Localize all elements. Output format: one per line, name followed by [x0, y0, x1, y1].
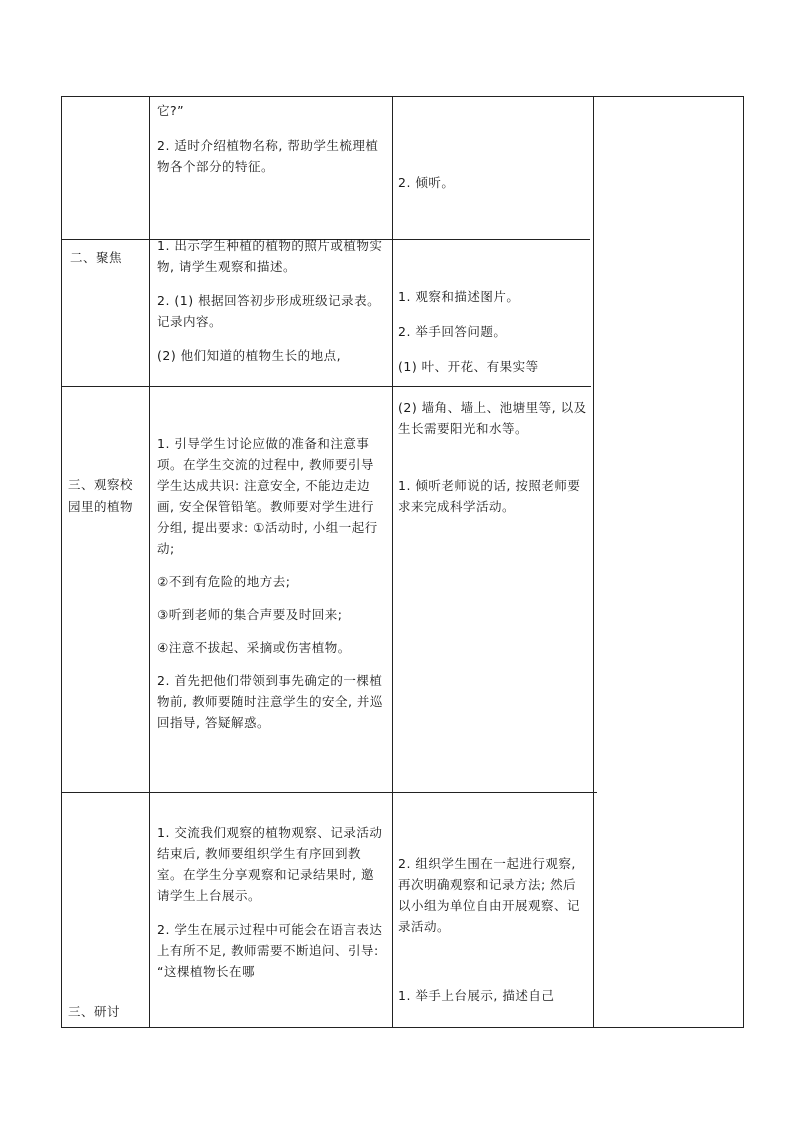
teacher-cell-row1 [157, 100, 386, 190]
table-top-border [61, 96, 744, 97]
table-bottom-border [61, 1027, 744, 1028]
teacher-paragraph: 1. 出示学生种植的植物的照片或植物实物, 请学生观察和描述。 [157, 238, 383, 274]
student-cell-row1 [398, 172, 588, 206]
student-paragraph: 2. 举手回答问题。 [398, 324, 507, 339]
teacher-paragraph: 2. 学生在展示过程中可能会在语言表达上有所不足, 教师需要不断追问、引导: “这棵植物长在哪 [157, 922, 383, 979]
table-left-border [61, 96, 62, 1028]
teacher-paragraph: (2) 他们知道的植物生长的地点, [157, 348, 342, 363]
table-right-border [743, 96, 744, 1028]
teacher-paragraph: ②不到有危险的地方去; [157, 574, 291, 589]
column-divider-2 [392, 96, 393, 1028]
student-cell-row4 [398, 853, 588, 1019]
column-divider-3 [593, 96, 594, 1028]
teacher-paragraph: 2. 适时介绍植物名称, 帮助学生梳理植物各个部分的特征。 [157, 138, 379, 174]
student-paragraph: 1. 倾听老师说的话, 按照老师要求来完成科学活动。 [398, 478, 581, 514]
column-divider-1 [149, 96, 150, 1028]
teacher-cell-row3 [157, 433, 386, 746]
teacher-paragraph: 2. (1) 根据回答初步形成班级记录表。记录内容。 [157, 293, 381, 329]
student-paragraph: (1) 叶、开花、有果实等 [398, 359, 539, 374]
student-paragraph: 2. 倾听。 [398, 175, 455, 190]
teacher-cell-row4 [157, 822, 386, 995]
teacher-paragraph: 它?” [157, 103, 185, 118]
student-cell-row2 [398, 286, 588, 390]
row-divider-3 [61, 792, 597, 793]
teacher-paragraph: 2. 首先把他们带领到事先确定的一棵植物前, 教师要随时注意学生的安全, 并巡回指导, 答疑解惑。 [157, 673, 383, 730]
teacher-paragraph: 1. 引导学生讨论应做的准备和注意事项。在学生交流的过程中, 教师要引导学生达成共识: 注意安全, 不能边走边画, 安全保管铅笔。教师要对学生进行分组, 提出要求: ①活动时, 小组一起行动; [157, 436, 378, 556]
teacher-cell-row2 [157, 235, 386, 379]
stage-label-focus: 二、聚焦 [70, 250, 123, 265]
student-paragraph: 1. 举手上台展示, 描述自己 [398, 988, 555, 1003]
student-paragraph: (2) 墙角、墙上、池塘里等, 以及生长需要阳光和水等。 [398, 400, 587, 436]
student-paragraph: 1. 观察和描述图片。 [398, 289, 520, 304]
stage-label-observe: 三、观察校园里的植物 [68, 477, 134, 514]
teacher-paragraph: 1. 交流我们观察的植物观察、记录活动结束后, 教师要组织学生有序回到教室。在学生分享观察和记录结果时, 邀请学生上台展示。 [157, 825, 383, 903]
stage-label-discuss: 三、研讨 [68, 1004, 121, 1019]
student-paragraph: 2. 组织学生围在一起进行观察, 再次明确观察和记录方法; 然后以小组为单位自由开展观察、记录活动。 [398, 856, 581, 934]
student-cell-row3 [398, 397, 588, 530]
teacher-paragraph: ④注意不拔起、采摘或伤害植物。 [157, 640, 351, 655]
teacher-paragraph: ③听到老师的集合声要及时回来; [157, 607, 343, 622]
